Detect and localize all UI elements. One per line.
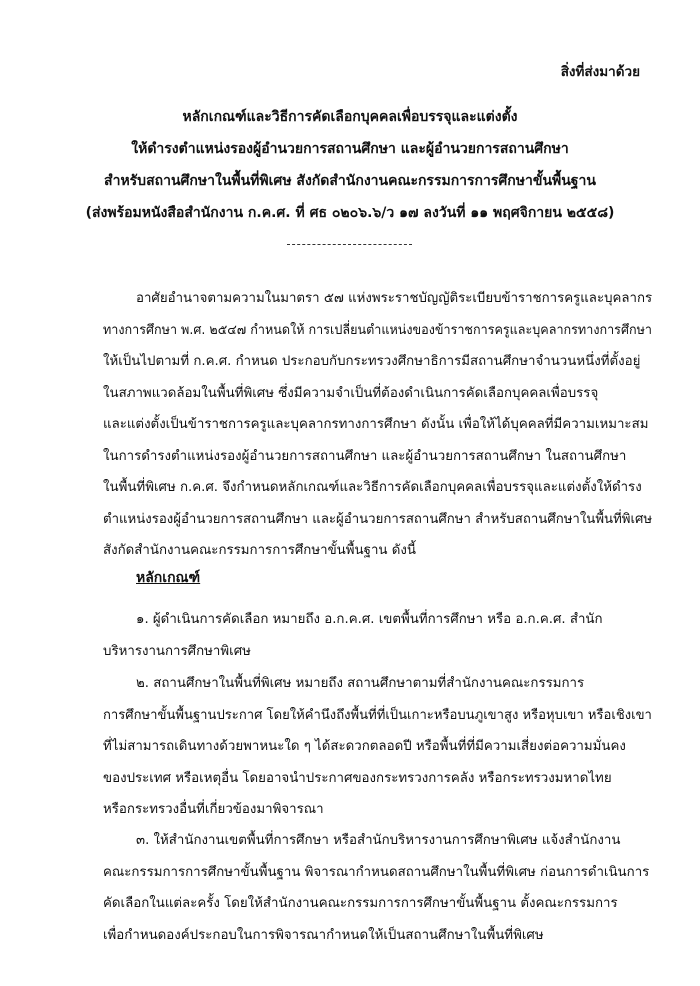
title-line-2: ให้ดำรงตำแหน่งรองผู้อำนวยการสถานศึกษา และผู้อำนวยการสถานศึกษา [131,141,569,157]
criteria-heading: หลักเกณฑ์ [136,570,201,586]
intro-line: ให้เป็นไปตามที่ ก.ค.ศ. กำหนด ประกอบกับกระทรวงศึกษาธิการมีสถานศึกษาจำนวนหนึ่งที่ตั้งอยู่ [103,354,641,369]
criteria-item-3-line: เพื่อกำหนดองค์ประกอบในการพิจารณากำหนดให้เป็นสถานศึกษาในพื้นที่พิเศษ [103,927,544,943]
intro-line: อาศัยอำนาจตามความในมาตรา ๕๗ แห่งพระราชบัญญัติระเบียบข้าราชการครูและบุคลากร [136,291,653,306]
criteria-item-2-line: หรือกระทรวงอื่นที่เกี่ยวข้องมาพิจารณา [103,802,324,817]
criteria-item-3-line: ๓. ให้สำนักงานเขตพื้นที่การศึกษา หรือสำนักบริหารงานการศึกษาพิเศษ แจ้งสำนักงาน [136,833,621,848]
criteria-item-1-line: บริหารงานการศึกษาพิเศษ [103,643,251,659]
intro-line: ทางการศึกษา พ.ศ. ๒๕๔๗ กำหนดให้ การเปลี่ยนตำแหน่งของข้าราชการครูและบุคลากรทางการศึกษา [103,322,652,338]
divider-line [287,244,412,245]
intro-line: ในการดำรงตำแหน่งรองผู้อำนวยการสถานศึกษา และผู้อำนวยการสถานศึกษา ในสถานศึกษา [103,448,627,464]
criteria-item-3-line: คัดเลือกในแต่ละครั้ง โดยให้สำนักงานคณะกรรมการการศึกษาขั้นพื้นฐาน ตั้งคณะกรรมการ [103,896,618,911]
intro-line: และแต่งตั้งเป็นข้าราชการครูและบุคลากรทางการศึกษา ดังนั้น เพื่อให้ได้บุคคลที่มีความเหมาะสม [103,417,649,432]
intro-line: สังกัดสำนักงานคณะกรรมการการศึกษาขั้นพื้นฐาน ดังนี้ [103,543,416,558]
criteria-item-2-line: ๒. สถานศึกษาในพื้นที่พิเศษ หมายถึง สถานศึกษาตามที่สำนักงานคณะกรรมการ [136,676,585,691]
intro-line: ในพื้นที่พิเศษ ก.ค.ศ. จึงกำหนดหลักเกณฑ์และวิธีการคัดเลือกบุคคลเพื่อบรรจุและแต่งตั้งให้ดำรง [103,480,642,495]
criteria-item-2-line: การศึกษาขั้นพื้นฐานประกาศ โดยให้คำนึงถึงพื้นที่ที่เป็นเกาะหรือบนภูเขาสูง หรือหุบเขา หรือเชิงเขา [103,707,652,723]
criteria-item-1-line: ๑. ผู้ดำเนินการคัดเลือก หมายถึง อ.ก.ค.ศ. เขตพื้นที่การศึกษา หรือ อ.ก.ค.ศ. สำนัก [136,612,603,627]
title-line-3: สำหรับสถานศึกษาในพื้นที่พิเศษ สังกัดสำนักงานคณะกรรมการการศึกษาขั้นพื้นฐาน [104,173,596,189]
criteria-item-2-line: ที่ไม่สามารถเดินทางด้วยพาหนะใด ๆ ได้สะดวกตลอดปี หรือพื้นที่ที่มีความเสี่ยงต่อความมั่นคง [103,739,626,754]
intro-paragraph [103,283,653,567]
title-line-4: (ส่งพร้อมหนังสือสำนักงาน ก.ค.ศ. ที่ ศธ ๐๒๐๖.๖/ว ๑๗ ลงวันที่ ๑๑ พฤศจิกายน ๒๕๕๘) [85,205,615,221]
intro-line: ตำแหน่งรองผู้อำนวยการสถานศึกษา และผู้อำนวยการสถานศึกษา สำหรับสถานศึกษาในพื้นที่พิเศษ [103,511,653,527]
criteria-item-1 [103,604,636,667]
attachment-label: สิ่งที่ส่งมาด้วย [560,64,640,80]
title-line-1: หลักเกณฑ์และวิธีการคัดเลือกบุคคลเพื่อบรรจุและแต่งตั้ง [182,109,518,125]
criteria-item-3 [103,825,650,951]
criteria-item-2 [103,668,652,826]
criteria-item-3-line: คณะกรรมการการศึกษาขั้นพื้นฐาน พิจารณากำหนดสถานศึกษาในพื้นที่พิเศษ ก่อนการดำเนินการ [103,864,650,880]
intro-line: ในสภาพแวดล้อมในพื้นที่พิเศษ ซึ่งมีความจำเป็นที่ต้องดำเนินการคัดเลือกบุคคลเพื่อบรรจุ [103,385,599,401]
criteria-item-2-line: ของประเทศ หรือเหตุอื่น โดยอาจนำประกาศของกระทรวงการคลัง หรือกระทรวงมหาดไทย [103,770,612,786]
